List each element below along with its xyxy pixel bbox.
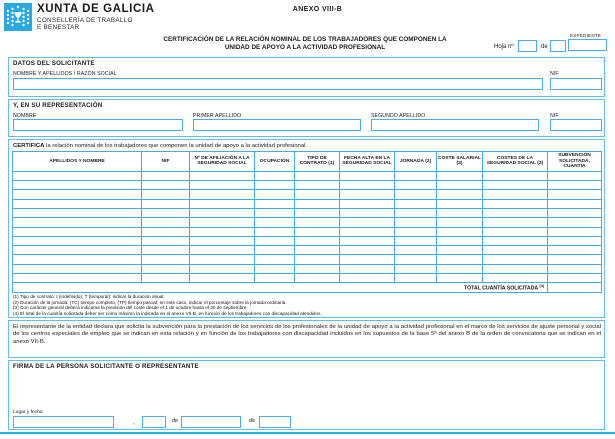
worker-cell[interactable]: [190, 227, 255, 236]
worker-empty-row: [13, 171, 602, 180]
worker-cell[interactable]: [395, 274, 437, 283]
certification-section: [8, 139, 605, 318]
rep-nombre-label: NOMBRE: [13, 113, 37, 119]
worker-cell[interactable]: [295, 236, 340, 245]
certification-intro: [13, 143, 307, 149]
declaration-text: El representante de la entidad declara que solicita la subvención para la prestación de los servicios de los profesionales de la unidad de apoyo a la actividad profesional en el marco de los servicios de ajuste personal y social de los centros especiales de empleo que se indican en esta relación y en función de los trabajadores con discapacidad incluidos en los supuestos de la base 5ª del anexo B de la orden de convocatoria que se indican en el anexo VII-B.: [13, 324, 601, 345]
worker-cell[interactable]: [340, 236, 395, 245]
rep-primer-apellido-input[interactable]: [193, 119, 361, 131]
worker-cell[interactable]: [295, 227, 340, 236]
signature-section: [8, 360, 605, 430]
worker-cell[interactable]: [255, 227, 295, 236]
worker-cell[interactable]: [395, 171, 437, 180]
worker-cell[interactable]: [340, 227, 395, 236]
worker-cell[interactable]: [437, 264, 483, 273]
worker-cell[interactable]: [483, 171, 548, 180]
worker-cell[interactable]: [340, 190, 395, 199]
org-department-line2: E BENESTAR: [37, 24, 80, 31]
worker-empty-row: [13, 181, 602, 190]
worker-cell[interactable]: [548, 199, 602, 208]
de-label-2: de: [249, 418, 256, 424]
dia-input[interactable]: [142, 416, 166, 428]
worker-cell[interactable]: [255, 255, 295, 264]
applicant-section: [8, 57, 605, 97]
worker-cell[interactable]: [190, 274, 255, 283]
worker-cell[interactable]: [295, 246, 340, 255]
worker-cell[interactable]: [395, 190, 437, 199]
rep-segundo-apellido-input[interactable]: [371, 119, 539, 131]
worker-cell[interactable]: [255, 264, 295, 273]
rep-nombre-input[interactable]: [13, 119, 183, 131]
worker-cell[interactable]: [437, 236, 483, 245]
applicant-name-label: NOMBRE Y APELLIDOS / RAZÓN SOCIAL: [13, 71, 117, 77]
worker-cell[interactable]: [548, 274, 602, 283]
form-title-line2: UNIDAD DE APOYO A LA ACTIVIDAD PROFESIONAL: [224, 44, 386, 51]
applicant-section-title: DATOS DEL SOLICITANTE: [13, 60, 95, 67]
worker-cell[interactable]: [340, 255, 395, 264]
worker-cell[interactable]: [13, 274, 142, 283]
worker-cell[interactable]: [13, 227, 142, 236]
col-apellidos-nombre: APELLIDOS Y NOMBRE: [13, 152, 142, 172]
worker-cell[interactable]: [295, 274, 340, 283]
worker-cell[interactable]: [437, 171, 483, 180]
worker-empty-row: [13, 246, 602, 255]
worker-cell[interactable]: [548, 218, 602, 227]
worker-cell[interactable]: [13, 236, 142, 245]
worker-cell[interactable]: [255, 236, 295, 245]
worker-cell[interactable]: [190, 190, 255, 199]
worker-cell[interactable]: [142, 264, 190, 273]
worker-cell[interactable]: [395, 218, 437, 227]
worker-cell[interactable]: [483, 246, 548, 255]
worker-cell[interactable]: [340, 171, 395, 180]
form-title: [100, 36, 510, 52]
representative-section: [8, 99, 605, 137]
worker-cell[interactable]: [483, 218, 548, 227]
worker-cell[interactable]: [142, 190, 190, 199]
worker-cell[interactable]: [437, 190, 483, 199]
col-subvencion-solicitada: SUBVENCIÓN SOLICITADA, CUANTÍA: [548, 152, 602, 172]
worker-cell[interactable]: [437, 227, 483, 236]
certification-intro-rest: la relación nominal de los trabajadores que componen la unidad de apoyo a la actividad profesional.: [44, 143, 308, 149]
rep-primer-apellido-label: PRIMER APELLIDO: [193, 113, 242, 119]
worker-cell[interactable]: [190, 181, 255, 190]
worker-cell[interactable]: [142, 236, 190, 245]
total-footnote-ref: (4): [539, 283, 544, 288]
worker-cell[interactable]: [548, 171, 602, 180]
worker-cell[interactable]: [295, 171, 340, 180]
lugar-input[interactable]: [13, 416, 114, 428]
footnote-1: (1) Tipo de contrato: I (indefinido), T (temporal): indicar la duración anual.: [13, 294, 165, 299]
worker-cell[interactable]: [340, 274, 395, 283]
worker-cell[interactable]: [190, 208, 255, 217]
col-num-afiliacion: Nº DE AFILIACIÓN A LA SEGURIDAD SOCIAL: [190, 152, 255, 172]
worker-cell[interactable]: [13, 208, 142, 217]
worker-cell[interactable]: [190, 246, 255, 255]
worker-cell[interactable]: [13, 218, 142, 227]
worker-cell[interactable]: [295, 208, 340, 217]
form-title-line1: CERTIFICACIÓN DE LA RELACIÓN NOMINAL DE LOS TRABAJADORES QUE COMPONEN LA: [163, 36, 447, 43]
applicant-nif-label: NIF: [550, 71, 559, 77]
worker-cell[interactable]: [340, 208, 395, 217]
certification-intro-bold: CERTIFICA: [13, 143, 45, 149]
worker-cell[interactable]: [340, 199, 395, 208]
workers-table-footer: [13, 283, 602, 293]
worker-cell[interactable]: [190, 171, 255, 180]
worker-cell[interactable]: [142, 171, 190, 180]
worker-cell[interactable]: [483, 190, 548, 199]
hoja-number-label: Hoja nº: [494, 44, 514, 50]
total-amount-cell[interactable]: [548, 283, 602, 293]
hoja-total-input[interactable]: [550, 40, 566, 52]
worker-cell[interactable]: [437, 218, 483, 227]
bottom-accent-line: [0, 432, 615, 434]
total-label-cell: [13, 283, 548, 293]
worker-cell[interactable]: [295, 218, 340, 227]
expediente-input[interactable]: [568, 39, 607, 51]
worker-cell[interactable]: [437, 255, 483, 264]
worker-empty-row: [13, 255, 602, 264]
worker-cell[interactable]: [142, 218, 190, 227]
worker-empty-row: [13, 236, 602, 245]
col-nif: NIF: [142, 152, 190, 172]
anexo-label: ANEXO VIII-B: [292, 6, 343, 13]
worker-cell[interactable]: [13, 264, 142, 273]
worker-cell[interactable]: [13, 246, 142, 255]
col-jornada: JORNADA (2): [395, 152, 437, 172]
workers-table-body: [13, 171, 602, 283]
worker-cell[interactable]: [548, 255, 602, 264]
worker-cell[interactable]: [395, 199, 437, 208]
worker-cell[interactable]: [483, 208, 548, 217]
worker-cell[interactable]: [142, 208, 190, 217]
worker-cell[interactable]: [395, 181, 437, 190]
worker-cell[interactable]: [190, 218, 255, 227]
worker-cell[interactable]: [190, 264, 255, 273]
worker-empty-row: [13, 208, 602, 217]
worker-cell[interactable]: [13, 255, 142, 264]
worker-cell[interactable]: [142, 227, 190, 236]
worker-cell[interactable]: [395, 264, 437, 273]
hoja-de-label: de: [541, 44, 548, 50]
worker-cell[interactable]: [190, 255, 255, 264]
worker-cell[interactable]: [13, 190, 142, 199]
rep-segundo-apellido-label: SEGUNDO APELLIDO: [371, 113, 426, 119]
ano-input[interactable]: [259, 416, 291, 428]
org-name: XUNTA DE GALICIA: [37, 3, 155, 15]
col-fecha-alta: FECHA ALTA EN LA SEGURIDAD SOCIAL: [340, 152, 395, 172]
rep-nif-label: NIF: [550, 113, 559, 119]
worker-cell[interactable]: [142, 199, 190, 208]
worker-cell[interactable]: [340, 246, 395, 255]
footnotes: [13, 294, 322, 316]
worker-cell[interactable]: [395, 255, 437, 264]
signature-section-title: FIRMA DE LA PERSONA SOLICITANTE O REPRESENTANTE: [13, 363, 199, 370]
worker-cell[interactable]: [548, 190, 602, 199]
worker-empty-row: [13, 218, 602, 227]
worker-empty-row: [13, 274, 602, 283]
lugar-fecha-label: Lugar y fecha: [13, 410, 43, 415]
worker-cell[interactable]: [255, 246, 295, 255]
worker-cell[interactable]: [437, 208, 483, 217]
applicant-nif-input[interactable]: [550, 78, 602, 90]
total-label: TOTAL CUANTÍA SOLICITADA: [464, 285, 538, 292]
worker-cell[interactable]: [190, 236, 255, 245]
footnote-3: (3) Con carácter general deberá indicarse la previsión del coste desde el 1 de octubre hasta el 30 de septiembre.: [13, 305, 248, 311]
worker-cell[interactable]: [437, 246, 483, 255]
worker-cell[interactable]: [340, 218, 395, 227]
col-tipo-contrato: TIPO DE CONTRATO (1): [295, 152, 340, 172]
worker-cell[interactable]: [483, 264, 548, 273]
worker-cell[interactable]: [483, 181, 548, 190]
col-costes-seguridad-social: COSTES DE LA SEGURIDAD SOCIAL (3): [483, 152, 548, 172]
worker-cell[interactable]: [548, 181, 602, 190]
worker-cell[interactable]: [255, 181, 295, 190]
hoja-number-input[interactable]: [518, 40, 537, 52]
worker-cell[interactable]: [548, 227, 602, 236]
total-row: [13, 283, 602, 293]
worker-cell[interactable]: [255, 171, 295, 180]
org-department-line1: CONSELLERÍA DE TRABALLO: [37, 17, 133, 24]
worker-cell[interactable]: [548, 246, 602, 255]
worker-cell[interactable]: [437, 199, 483, 208]
expediente-label: EXPEDIENTE: [570, 33, 602, 38]
worker-cell[interactable]: [483, 255, 548, 264]
worker-cell[interactable]: [295, 181, 340, 190]
worker-cell[interactable]: [255, 199, 295, 208]
worker-empty-row: [13, 190, 602, 199]
worker-cell[interactable]: [190, 199, 255, 208]
worker-cell[interactable]: [483, 227, 548, 236]
worker-cell[interactable]: [548, 236, 602, 245]
worker-empty-row: [13, 199, 602, 208]
worker-cell[interactable]: [483, 199, 548, 208]
worker-cell[interactable]: [142, 181, 190, 190]
worker-cell[interactable]: [255, 274, 295, 283]
worker-cell[interactable]: [483, 274, 548, 283]
worker-cell[interactable]: [255, 218, 295, 227]
worker-cell[interactable]: [255, 208, 295, 217]
footnote-4: (4) El total de la cuantía solicitada deber ser como máximo la indicada en el anexo VII-B, en función de los trabajadores con discapacidad atendidos.: [13, 310, 322, 316]
worker-cell[interactable]: [142, 255, 190, 264]
worker-cell[interactable]: [548, 208, 602, 217]
declaration-section: [8, 320, 605, 358]
worker-cell[interactable]: [13, 171, 142, 180]
worker-cell[interactable]: [142, 246, 190, 255]
workers-table-header: [13, 152, 602, 172]
worker-cell[interactable]: [437, 274, 483, 283]
col-ocupacion: OCUPACIÓN: [255, 152, 295, 172]
rep-nif-input[interactable]: [550, 119, 602, 131]
applicant-name-input[interactable]: [13, 78, 543, 90]
comma-separator: ,: [133, 419, 135, 426]
workers-table: [12, 151, 602, 293]
worker-cell[interactable]: [142, 274, 190, 283]
de-label-1: de: [172, 418, 179, 424]
worker-cell[interactable]: [395, 227, 437, 236]
worker-cell[interactable]: [295, 255, 340, 264]
col-coste-salarial: COSTE SALARIAL (3): [437, 152, 483, 172]
worker-empty-row: [13, 264, 602, 273]
footnote-2: (2) Duración de la jornada: (TC) tiempo completo, (TP) tiempo parcial; en este caso, indicar el porcentaje sobre la jornada ordinaria.: [13, 299, 287, 305]
worker-cell[interactable]: [295, 199, 340, 208]
worker-cell[interactable]: [340, 264, 395, 273]
worker-cell[interactable]: [295, 264, 340, 273]
org-department: [37, 17, 133, 31]
worker-cell[interactable]: [13, 199, 142, 208]
worker-cell[interactable]: [483, 236, 548, 245]
worker-cell[interactable]: [395, 208, 437, 217]
worker-cell[interactable]: [13, 181, 142, 190]
worker-cell[interactable]: [295, 190, 340, 199]
worker-cell[interactable]: [548, 264, 602, 273]
worker-cell[interactable]: [255, 190, 295, 199]
worker-cell[interactable]: [340, 181, 395, 190]
worker-cell[interactable]: [395, 246, 437, 255]
mes-input[interactable]: [181, 416, 241, 428]
representative-section-title: Y, EN SU REPRESENTACIÓN: [13, 102, 103, 109]
worker-cell[interactable]: [437, 181, 483, 190]
worker-empty-row: [13, 227, 602, 236]
worker-cell[interactable]: [395, 236, 437, 245]
